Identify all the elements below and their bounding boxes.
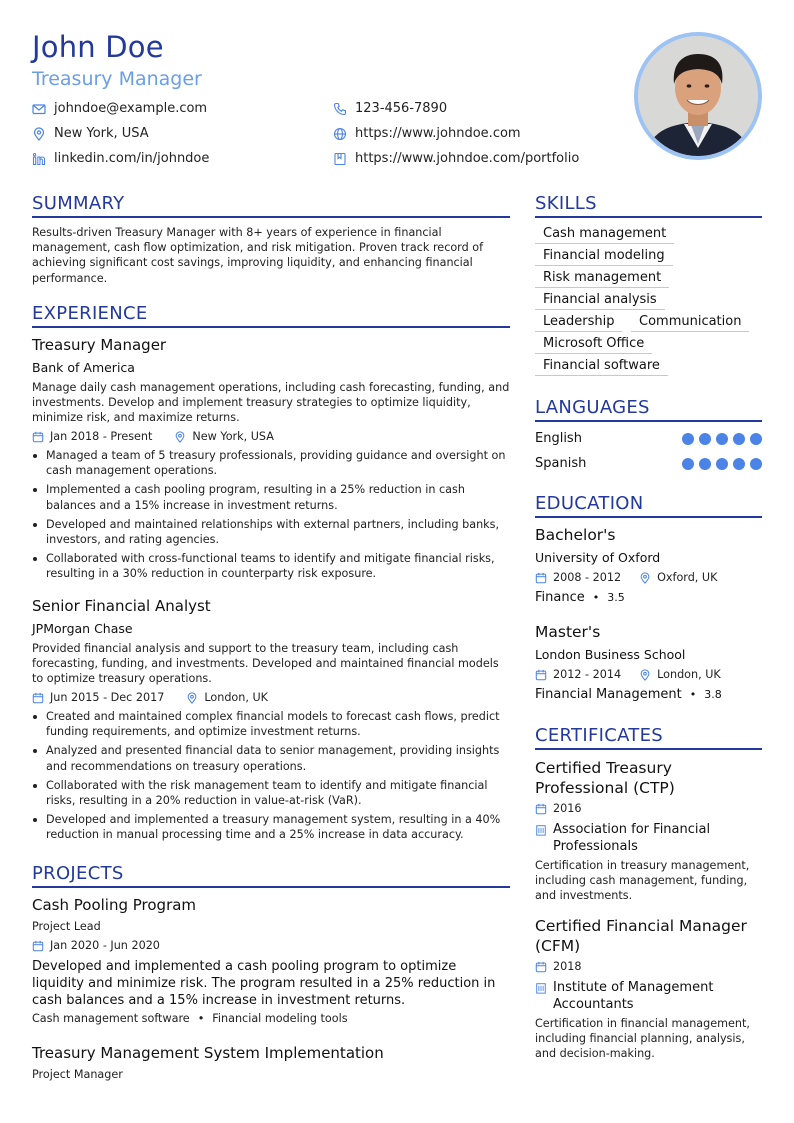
globe-icon bbox=[333, 127, 347, 141]
certificates-divider bbox=[535, 748, 762, 750]
certificates-heading: CERTIFICATES bbox=[535, 725, 663, 746]
skill-tag: Risk management bbox=[535, 270, 669, 288]
summary-heading: SUMMARY bbox=[32, 193, 125, 214]
contact-email[interactable] bbox=[32, 101, 207, 116]
proficiency-dot bbox=[750, 433, 762, 445]
project-name: Treasury Management System Implementation bbox=[32, 1044, 384, 1062]
certificate-year: 2018 bbox=[553, 960, 582, 973]
education-meta bbox=[535, 571, 717, 584]
skill-tag: Financial analysis bbox=[535, 292, 665, 310]
job-meta bbox=[32, 430, 274, 443]
school-name: London Business School bbox=[535, 647, 686, 662]
project-role: Project Lead bbox=[32, 920, 101, 933]
candidate-name: John Doe bbox=[32, 30, 164, 64]
contact-phone[interactable] bbox=[333, 101, 447, 116]
contact-portfolio[interactable] bbox=[333, 151, 579, 166]
project-dates: Jan 2020 - Jun 2020 bbox=[50, 939, 160, 952]
contact-location bbox=[32, 126, 149, 141]
list-item: Developed and implemented a treasury management system, resulting in a 40% reduction in manual processing time and a 25% increase in data accuracy. bbox=[32, 812, 510, 842]
gpa: 3.5 bbox=[607, 591, 625, 604]
education-dates: 2012 - 2014 bbox=[553, 668, 622, 681]
project-description: Developed and implemented a cash pooling program to optimize liquidity and minimize risk. The program resulted in a 25% reduction in cash balances and a 15% increase in investment returns. bbox=[32, 959, 496, 1008]
company-name: Bank of America bbox=[32, 360, 135, 375]
certificate-title: Certified Financial Manager (CFM) bbox=[535, 917, 747, 955]
list-item: Managed a team of 5 treasury professionals, providing guidance and oversight on cash management operations. bbox=[32, 448, 510, 478]
skill-tag: Communication bbox=[631, 314, 749, 332]
job-dates: Jan 2018 - Present bbox=[50, 430, 153, 443]
proficiency-dot bbox=[682, 433, 694, 445]
degree-name: Bachelor's bbox=[535, 526, 616, 544]
building-icon bbox=[535, 982, 547, 994]
certificate-description: Certification in financial management, including financial planning, analysis, and decision-making. bbox=[535, 1017, 750, 1061]
proficiency-dot bbox=[699, 458, 711, 470]
summary-divider bbox=[32, 216, 510, 218]
school-name: University of Oxford bbox=[535, 550, 661, 565]
email-text: johndoe@example.com bbox=[54, 101, 208, 116]
phone-icon bbox=[333, 102, 347, 116]
education-meta bbox=[535, 668, 721, 681]
education-divider bbox=[535, 516, 762, 518]
portfolio-icon bbox=[333, 152, 347, 166]
building-icon bbox=[535, 824, 547, 836]
certificate-issuer bbox=[535, 979, 762, 1013]
project-meta bbox=[32, 939, 160, 952]
contact-linkedin[interactable] bbox=[32, 151, 209, 166]
job-description: Manage daily cash management operations, including cash forecasting, funding, and investments. Develop and implement treasury strategies to optimize liquidity, minimize risk, and maximize returns. bbox=[32, 381, 510, 425]
list-item: Implemented a cash pooling program, resulting in a 25% reduction in cash balances and a 15% increase in investment returns. bbox=[32, 482, 510, 512]
language-name: Spanish bbox=[535, 456, 587, 471]
job-location: London, UK bbox=[204, 691, 268, 704]
field-of-study: Finance bbox=[535, 590, 585, 605]
gpa: 3.8 bbox=[704, 688, 722, 701]
experience-heading: EXPERIENCE bbox=[32, 303, 148, 324]
certificate-description: Certification in treasury management, including cash management, funding, and investments. bbox=[535, 859, 750, 903]
list-item: Created and maintained complex financial models to forecast cash flows, predict funding requirements, and optimize investment returns. bbox=[32, 709, 510, 739]
calendar-icon bbox=[32, 431, 44, 443]
phone-text: 123-456-7890 bbox=[355, 101, 448, 116]
project-tag: Financial modeling tools bbox=[212, 1012, 348, 1025]
skills-heading: SKILLS bbox=[535, 193, 597, 214]
proficiency-dot bbox=[750, 458, 762, 470]
certificate-year: 2016 bbox=[553, 802, 582, 815]
calendar-icon bbox=[535, 572, 547, 584]
skills-divider bbox=[535, 216, 762, 218]
job-title: Senior Financial Analyst bbox=[32, 597, 211, 615]
job-dates: Jun 2015 - Dec 2017 bbox=[50, 691, 165, 704]
list-item: Collaborated with cross-functional teams to identify and mitigate financial risks, resulting in a 30% reduction in counterparty risk exposure. bbox=[32, 551, 510, 581]
location-text: New York, USA bbox=[54, 126, 149, 141]
skill-tag: Financial software bbox=[535, 358, 668, 376]
calendar-icon bbox=[32, 692, 44, 704]
skill-tag: Microsoft Office bbox=[535, 336, 652, 354]
certificate-issuer bbox=[535, 821, 762, 855]
job-bullets bbox=[32, 448, 510, 586]
proficiency-dot bbox=[716, 458, 728, 470]
project-role: Project Manager bbox=[32, 1068, 123, 1081]
calendar-icon bbox=[535, 669, 547, 681]
education-heading: EDUCATION bbox=[535, 493, 644, 514]
education-field: Finance • 3.5 bbox=[535, 590, 625, 605]
linkedin-icon bbox=[32, 152, 46, 166]
website-link[interactable]: https://www.johndoe.com bbox=[355, 126, 521, 141]
language-row bbox=[535, 431, 762, 446]
proficiency-dot bbox=[733, 458, 745, 470]
job-location: New York, USA bbox=[192, 430, 274, 443]
location-pin-icon bbox=[186, 692, 198, 704]
skill-tag: Cash management bbox=[535, 226, 674, 244]
proficiency-dot bbox=[716, 433, 728, 445]
linkedin-link[interactable]: linkedin.com/in/johndoe bbox=[54, 151, 210, 166]
summary-text: Results-driven Treasury Manager with 8+ years of experience in financial management, cash flow optimization, and risk mitigation. Proven track record of achieving significant cost savings, improving liquidity, and enhancing financial performance. bbox=[32, 226, 484, 285]
calendar-icon bbox=[32, 940, 44, 952]
issuer-name: Association for Financial Professionals bbox=[553, 822, 711, 854]
language-level bbox=[682, 458, 762, 470]
contact-website[interactable] bbox=[333, 126, 521, 141]
project-tags: Cash management software • Financial modeling tools bbox=[32, 1012, 348, 1025]
language-level bbox=[682, 433, 762, 445]
projects-divider bbox=[32, 886, 510, 888]
job-bullets bbox=[32, 709, 510, 847]
proficiency-dot bbox=[699, 433, 711, 445]
location-pin-icon bbox=[639, 572, 651, 584]
avatar bbox=[634, 32, 762, 160]
company-name: JPMorgan Chase bbox=[32, 621, 133, 636]
location-pin-icon bbox=[32, 127, 46, 141]
proficiency-dot bbox=[733, 433, 745, 445]
location-pin-icon bbox=[639, 669, 651, 681]
proficiency-dot bbox=[682, 458, 694, 470]
skill-tag: Financial modeling bbox=[535, 248, 673, 266]
certificate-meta bbox=[535, 802, 581, 815]
experience-divider bbox=[32, 326, 510, 328]
mail-icon bbox=[32, 102, 46, 116]
portfolio-link[interactable]: https://www.johndoe.com/portfolio bbox=[355, 151, 580, 166]
field-of-study: Financial Management bbox=[535, 687, 682, 702]
location-pin-icon bbox=[174, 431, 186, 443]
job-title: Treasury Manager bbox=[32, 336, 167, 354]
language-row bbox=[535, 456, 762, 471]
calendar-icon bbox=[535, 961, 547, 973]
job-meta bbox=[32, 691, 268, 704]
certificate-title: Certified Treasury Professional (CTP) bbox=[535, 759, 675, 797]
education-dates: 2008 - 2012 bbox=[553, 571, 622, 584]
degree-name: Master's bbox=[535, 623, 601, 641]
education-location: Oxford, UK bbox=[657, 571, 718, 584]
list-item: Collaborated with the risk management team to identify and mitigate financial risks, resulting in a 20% reduction in value-at-risk (VaR). bbox=[32, 778, 510, 808]
project-tag: Cash management software bbox=[32, 1012, 190, 1025]
list-item: Developed and maintained relationships with external partners, including banks, investors, and rating agencies. bbox=[32, 517, 510, 547]
calendar-icon bbox=[535, 803, 547, 815]
language-name: English bbox=[535, 431, 582, 446]
education-field: Financial Management • 3.8 bbox=[535, 687, 722, 702]
languages-heading: LANGUAGES bbox=[535, 397, 650, 418]
profile-photo bbox=[638, 36, 758, 156]
issuer-name: Institute of Management Accountants bbox=[553, 980, 714, 1012]
project-name: Cash Pooling Program bbox=[32, 896, 197, 914]
job-role: Treasury Manager bbox=[32, 68, 202, 90]
job-description: Provided financial analysis and support to the treasury team, including cash forecasting, funding, and investments. Developed and maintained financial models to optimize treasury operations. bbox=[32, 642, 499, 686]
education-location: London, UK bbox=[657, 668, 721, 681]
certificate-meta bbox=[535, 960, 581, 973]
projects-heading: PROJECTS bbox=[32, 863, 124, 884]
list-item: Analyzed and presented financial data to senior management, providing insights and recommendations on treasury operations. bbox=[32, 743, 510, 773]
languages-divider bbox=[535, 420, 762, 422]
skill-tag: Leadership bbox=[535, 314, 622, 332]
